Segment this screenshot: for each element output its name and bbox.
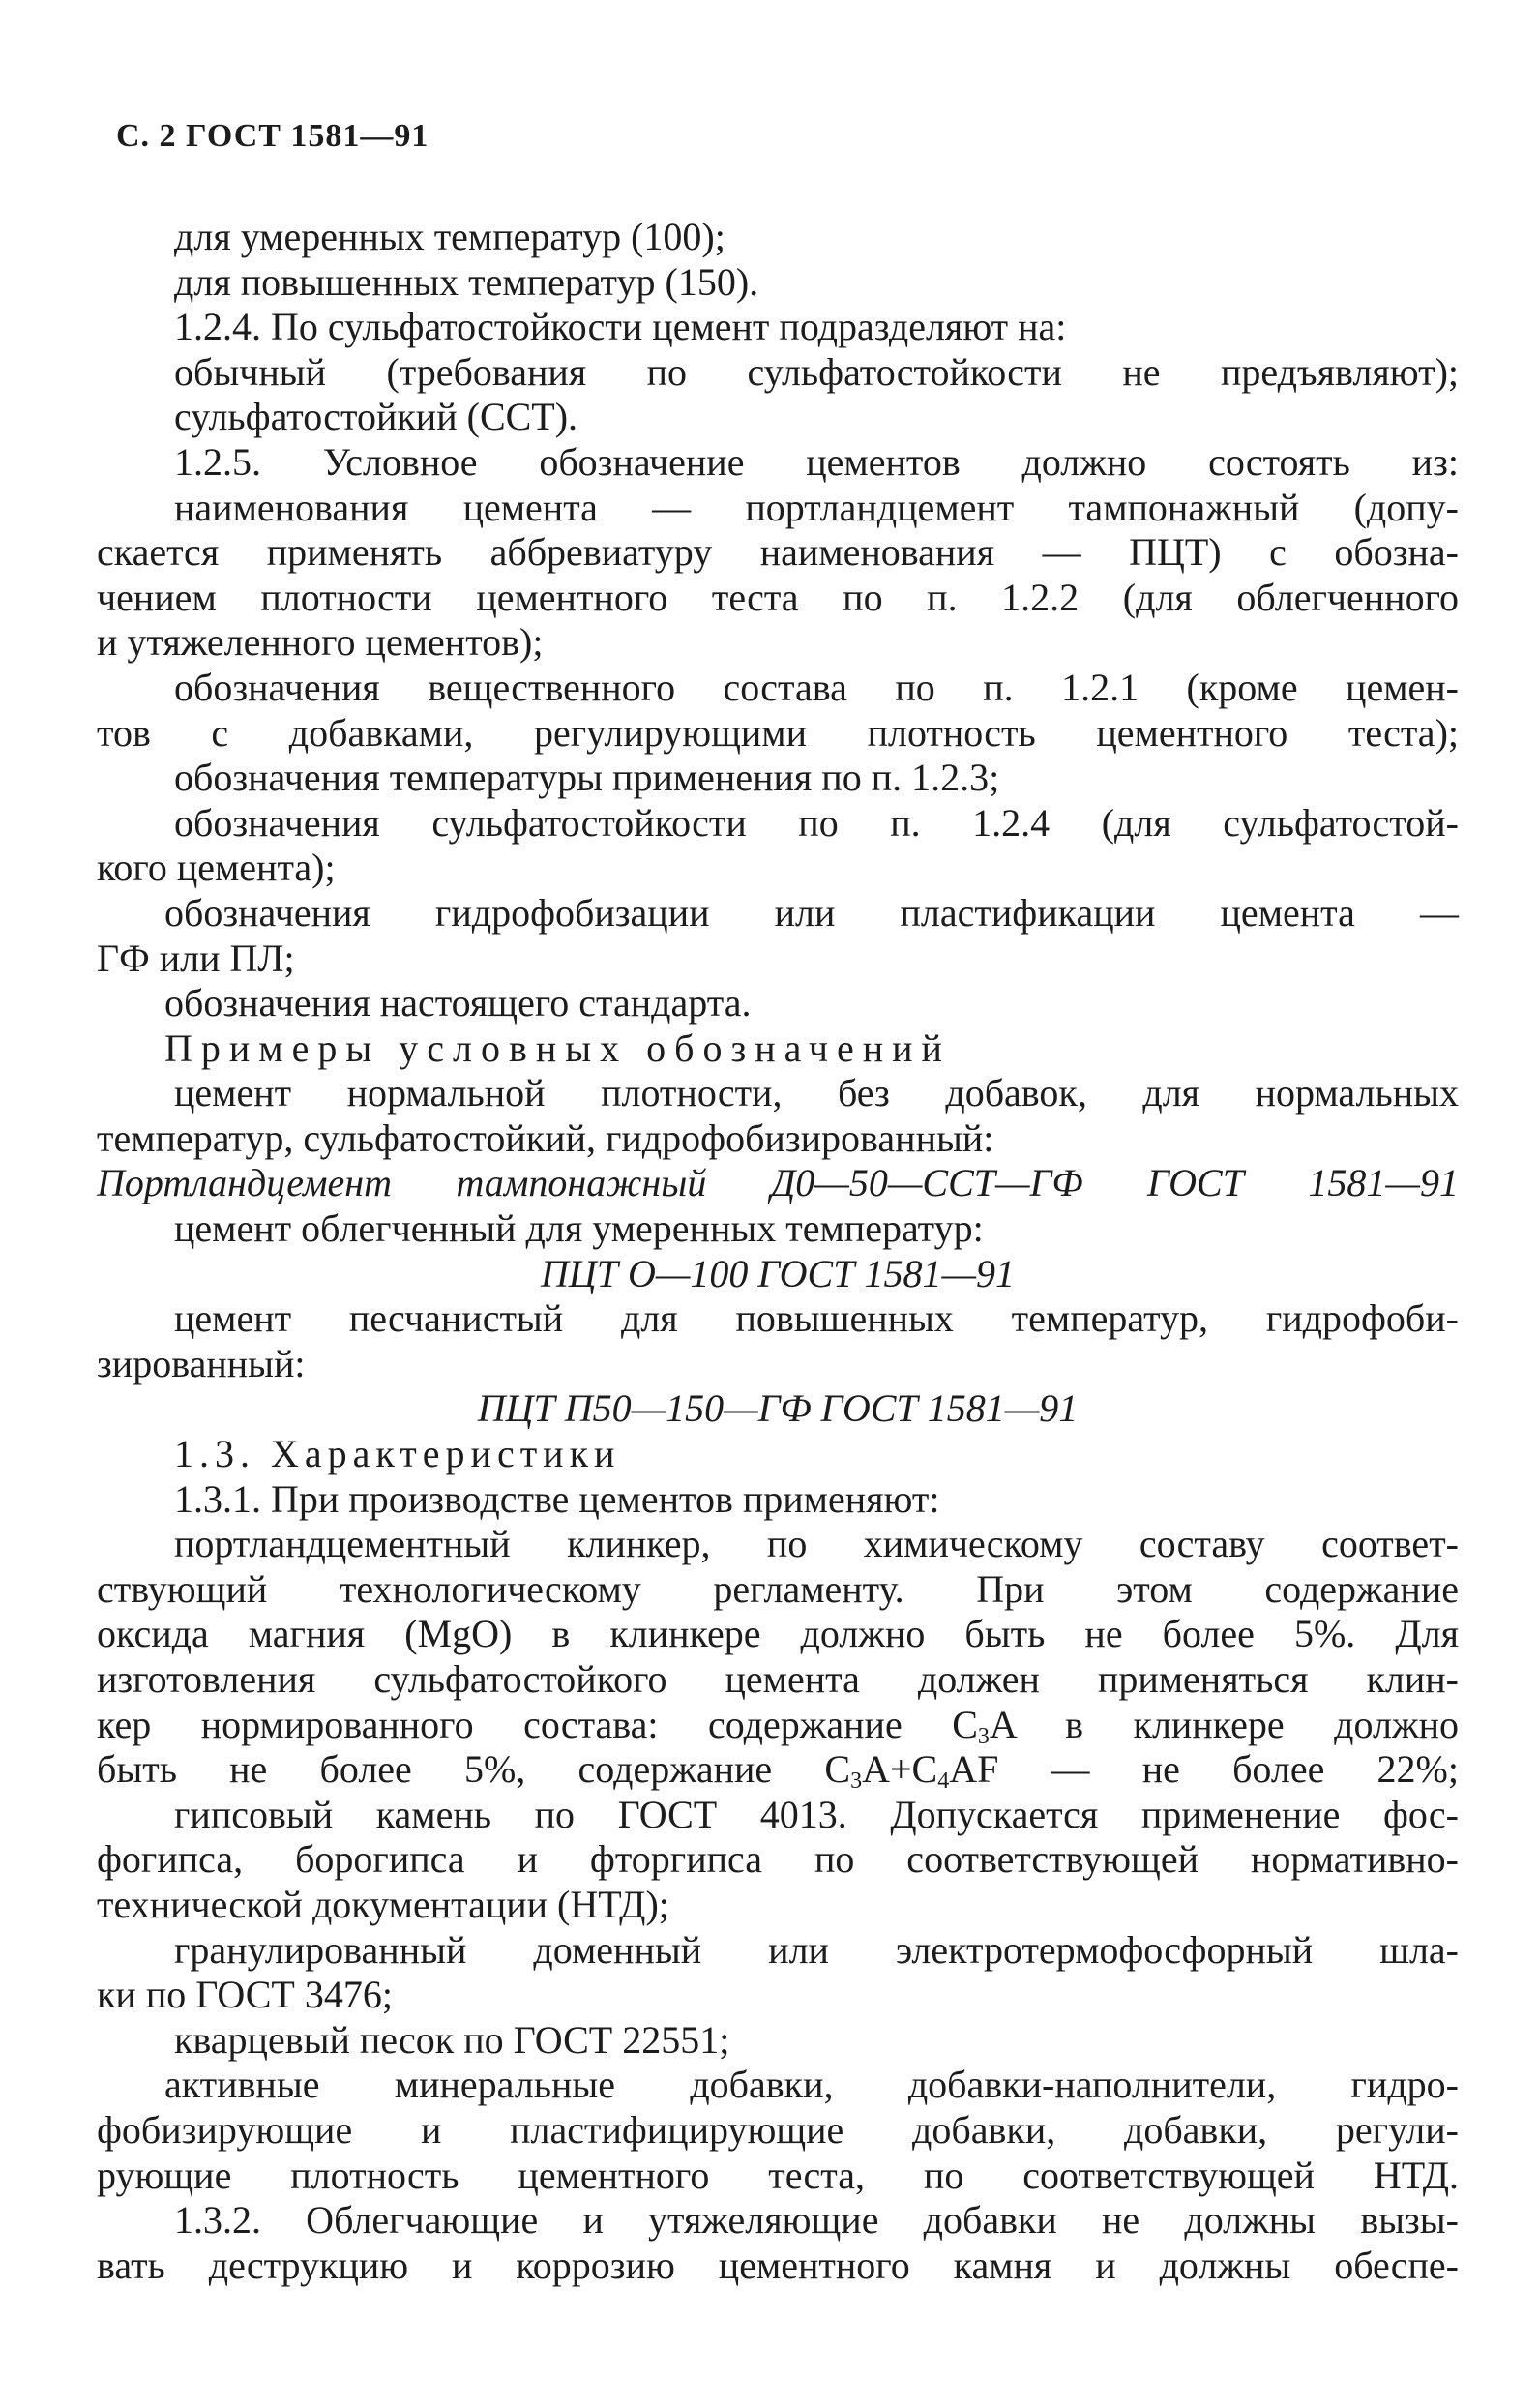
text-line (97, 1703, 1459, 1748)
text-line: технической документации (НТД); (97, 1882, 669, 1926)
text-line: фогипса, борогипса и фторгипса по соответствующей нормативно- (97, 1837, 1459, 1882)
clause-1-3-1: 1.3.1. При производстве цементов применяют: (174, 1476, 940, 1521)
text-line: обозначения настоящего стандарта. (164, 981, 752, 1026)
text-fragment: быть не более 5%, содержание C (97, 1747, 851, 1792)
document-body (97, 215, 1459, 2288)
text-line: чением плотности цементного теста по п. 1.2.2 (для облегченного (97, 575, 1459, 619)
clause-1-2-4: 1.2.4. По сульфатостойкости цемент подразделяют на: (174, 305, 1067, 349)
text-line: обозначения сульфатостойкости по п. 1.2.4 (для сульфатостой- (174, 800, 1459, 845)
designation-example: ПЦТ О—100 ГОСТ 1581—91 (540, 1251, 1016, 1295)
text-line: фобизирующие и пластифицирующие добавки, добавки, регули- (97, 2107, 1459, 2152)
text-line: скается применять аббревиатуру наименования — ПЦТ) с обозна- (97, 530, 1459, 575)
text-line: тов с добавками, регулирующими плотность цементного теста); (97, 710, 1459, 755)
text-line: зированный: (97, 1341, 306, 1385)
text-line: ствующий технологическому регламенту. При этом содержание (97, 1566, 1459, 1611)
page-header: С. 2 ГОСТ 1581—91 (116, 118, 429, 154)
text-line: температур, сульфатостойкий, гидрофобизированный: (97, 1115, 994, 1160)
subscript: 3 (850, 1769, 863, 1795)
text-line: для повышенных температур (150). (174, 259, 759, 304)
text-line: цемент нормальной плотности, без добавок, для нормальных (174, 1071, 1459, 1115)
text-line: вать деструкцию и коррозию цементного камня и должны обеспе- (97, 2243, 1459, 2287)
text-line: кварцевый песок по ГОСТ 22551; (174, 2017, 730, 2062)
text-line: сульфатостойкий (ССТ). (174, 395, 578, 439)
text-line: и утяжеленного цементов); (97, 620, 544, 665)
text-line: ки по ГОСТ 3476; (97, 1973, 393, 2017)
text-fragment: кер нормированного состава: содержание C (97, 1702, 978, 1746)
text-line: гранулированный доменный или электротермофосфорный шла- (174, 1927, 1459, 1972)
text-line: обозначения гидрофобизации или пластификации цемента — (164, 890, 1459, 935)
subscript: 3 (977, 1723, 990, 1749)
text-line: цемент облегченный для умеренных температур: (174, 1206, 984, 1251)
text-line: ГФ или ПЛ; (97, 936, 295, 980)
text-line: цемент песчанистый для повышенных температур, гидрофоби- (174, 1296, 1459, 1341)
text-line (97, 1747, 1459, 1793)
designation-example: Портландцемент тампонажный Д0—50—ССТ—ГФ ГОСТ 1581—91 (97, 1161, 1459, 1205)
text-fragment: A в клинкере должно (989, 1702, 1459, 1746)
section-heading-1-3: 1.3. Характеристики (174, 1432, 621, 1476)
text-fragment: AF — не более 22%; (949, 1747, 1459, 1792)
text-line: портландцементный клинкер, по химическому составу соответ- (174, 1522, 1459, 1566)
text-line: активные минеральные добавки, добавки-наполнители, гидро- (164, 2063, 1459, 2107)
text-fragment: A+C (862, 1747, 938, 1792)
designation-example: ПЦТ П50—150—ГФ ГОСТ 1581—91 (477, 1386, 1079, 1431)
text-line: рующие плотность цементного теста, по соответствующей НТД. (97, 2153, 1459, 2197)
examples-heading: Примеры условных обозначений (164, 1026, 951, 1070)
text-line: обозначения вещественного состава по п. 1.2.1 (кроме цемен- (174, 665, 1459, 709)
text-line: кого цемента); (97, 846, 336, 890)
text-line: обозначения температуры применения по п. 1.2.3; (174, 756, 1000, 800)
subscript: 4 (937, 1769, 950, 1795)
text-line: для умеренных температур (100); (174, 215, 725, 258)
text-line: обычный (требования по сульфатостойкости не предъявляют); (174, 349, 1459, 394)
clause-1-3-2: 1.3.2. Облегчающие и утяжеляющие добавки не должны вызы- (174, 2198, 1459, 2243)
clause-1-2-5: 1.2.5. Условное обозначение цементов должно состоять из: (174, 439, 1459, 484)
text-line: изготовления сульфатостойкого цемента должен применяться клин- (97, 1657, 1459, 1701)
text-line: наименования цемента — портландцемент тампонажный (допу- (174, 485, 1459, 529)
text-line: гипсовый камень по ГОСТ 4013. Допускается применение фос- (174, 1792, 1459, 1836)
text-line: оксида магния (MgO) в клинкере должно быть не более 5%. Для (97, 1612, 1459, 1656)
